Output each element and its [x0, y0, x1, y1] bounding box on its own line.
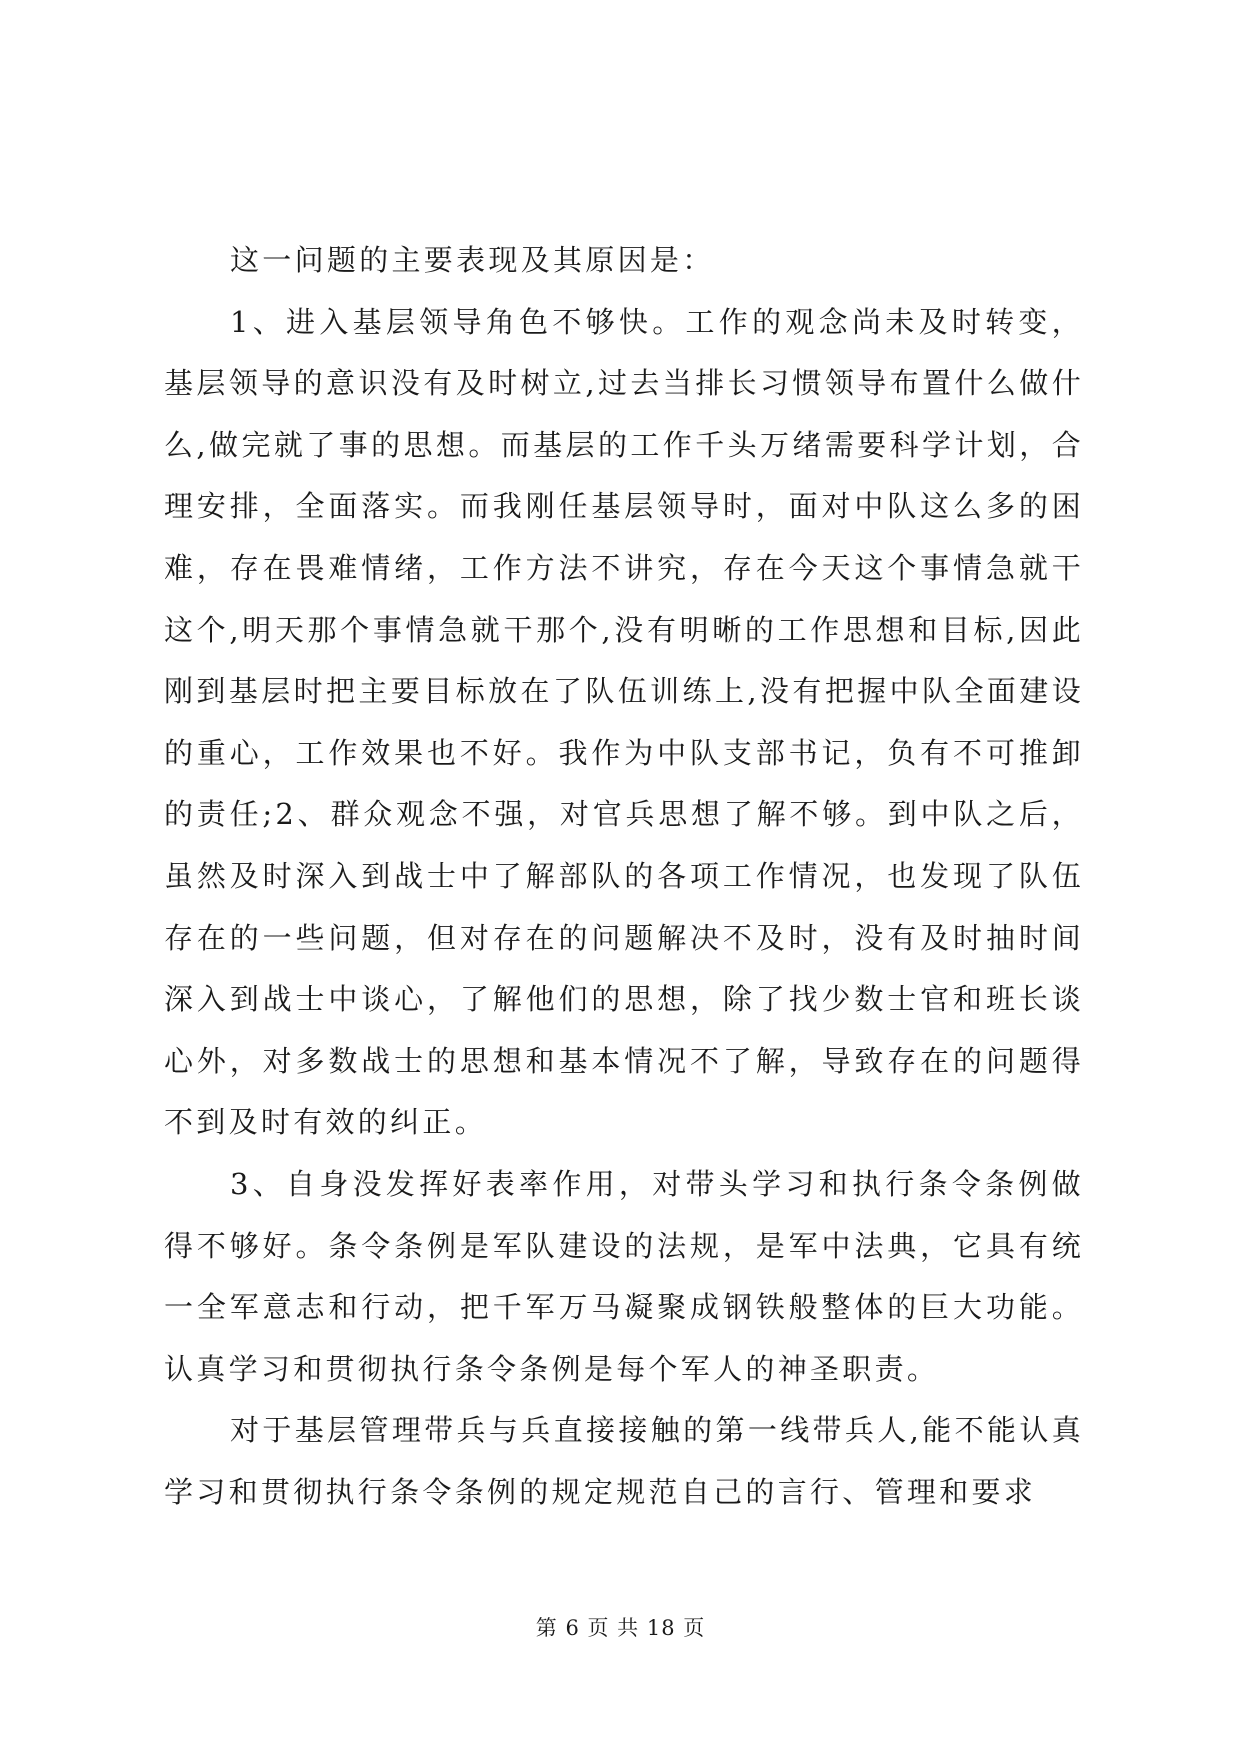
paragraph: 这一问题的主要表现及其原因是： — [230, 243, 715, 277]
paragraph: 1、进入基层领导角色不够快。工作的观念尚未及时转变，基层领导的意识没有及时树立,过去当排长习惯领导布置什么做什么,做完就了事的思想。而基层的工作千头万绪需要科学计划，合理安排，全面落实。而我刚任基层领导时，面对中队这么多的困难，存在畏难情绪，工作方法不讲究，存在今天这个事情急就干这个,明天那个事情急就干那个,没有明晰的工作思想和目标,因此刚到基层时把主要目标放在了队伍训练上,没有把握中队全面建设的重心，工作效果也不好。我作为中队支部书记，负有不可推卸的责任;2、群众观念不强，对官兵思想了解不够。到中队之后，虽然及时深入到战士中了解部队的各项工作情况，也发现了队伍存在的一些问题，但对存在的问题解决不及时，没有及时抽时间深入到战士中谈心，了解他们的思想，除了找少数士官和班长谈心外，对多数战士的思想和基本情况不了解，导致存在的问题得不到及时有效的纠正。 — [164, 304, 1084, 1140]
document-body — [164, 230, 1084, 1523]
paragraph: 对于基层管理带兵与兵直接接触的第一线带兵人,能不能认真学习和贯彻执行条令条例的规定规范自己的言行、管理和要求 — [164, 1413, 1084, 1509]
page-number-footer: 第 6 页 共 18 页 — [535, 1616, 706, 1640]
paragraph: 3、自身没发挥好表率作用，对带头学习和执行条令条例做得不够好。条令条例是军队建设的法规，是军中法典，它具有统一全军意志和行动，把千军万马凝聚成钢铁般整体的巨大功能。认真学习和贯彻执行条令条例是每个军人的神圣职责。 — [164, 1166, 1084, 1386]
